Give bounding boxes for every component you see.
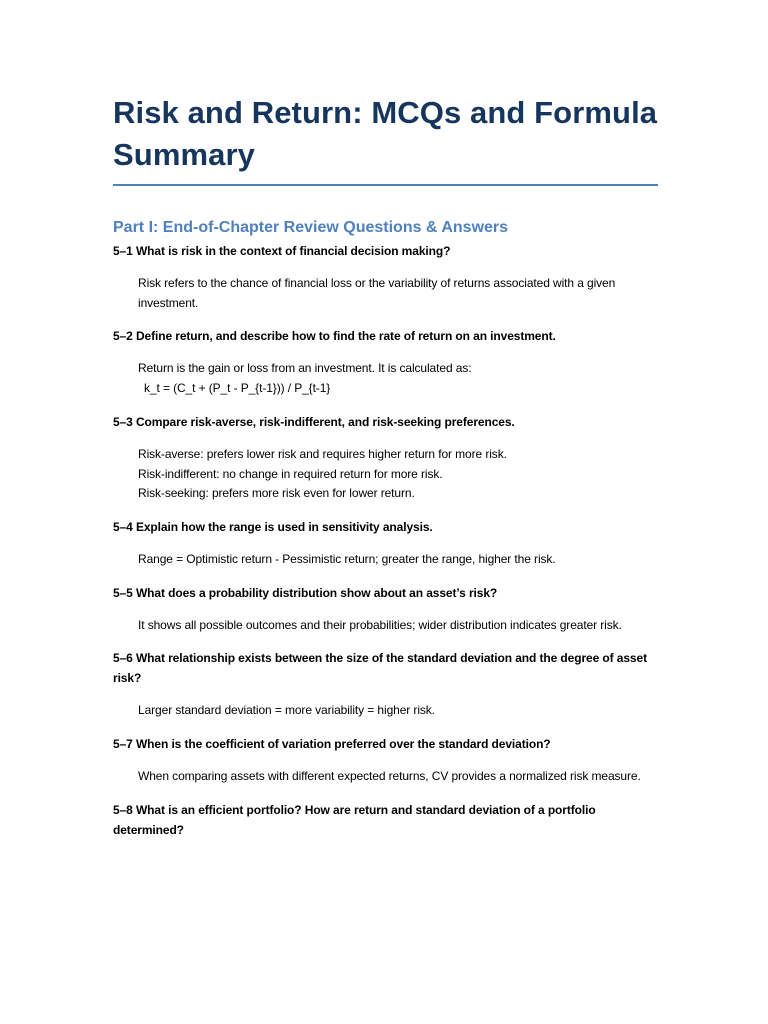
document-page <box>113 92 658 840</box>
question-5-4: 5–4 Explain how the range is used in sensitivity analysis. <box>113 519 433 534</box>
answer-5-1 <box>138 274 658 313</box>
qa-item-5-5 <box>113 583 658 636</box>
answer-5-3 <box>138 445 658 504</box>
qa-item-5-4 <box>113 517 658 570</box>
qa-item-5-8 <box>113 800 658 840</box>
answer-5-6 <box>138 701 658 721</box>
answer-5-7 <box>138 767 658 787</box>
part-1-heading: Part I: End-of-Chapter Review Questions & Answers <box>113 219 509 236</box>
question-5-7: 5–7 When is the coefficient of variation preferred over the standard deviation? <box>113 737 551 752</box>
document-title: Risk and Return: MCQs and Formula Summary <box>113 92 658 186</box>
qa-item-5-6 <box>113 648 658 721</box>
answer-line: It shows all possible outcomes and their probabilities; wider distribution indicates greater risk. <box>138 617 622 632</box>
answer-line: When comparing assets with different expected returns, CV provides a normalized risk measure. <box>138 769 641 784</box>
answer-line: Risk-indifferent: no change in required return for more risk. <box>138 466 443 481</box>
answer-5-4 <box>138 550 658 570</box>
qa-item-5-1 <box>113 241 658 313</box>
answer-line: Return is the gain or loss from an investment. It is calculated as: <box>138 361 472 376</box>
qa-item-5-2 <box>113 326 658 398</box>
answer-5-5 <box>138 616 658 636</box>
answer-5-2 <box>138 359 658 398</box>
answer-line: Larger standard deviation = more variability = higher risk. <box>138 703 435 718</box>
qa-item-5-3 <box>113 412 658 504</box>
return-formula: k_t = (C_t + (P_t - P_{t-1})) / P_{t-1} <box>144 381 331 396</box>
question-5-5: 5–5 What does a probability distribution show about an asset’s risk? <box>113 585 498 600</box>
answer-line: Range = Optimistic return - Pessimistic return; greater the range, higher the risk. <box>138 551 556 566</box>
answer-line: Risk-averse: prefers lower risk and requires higher return for more risk. <box>138 446 507 461</box>
answer-line: Risk-seeking: prefers more risk even for lower return. <box>138 486 415 501</box>
question-5-2: 5–2 Define return, and describe how to find the rate of return on an investment. <box>113 329 556 344</box>
qa-item-5-7 <box>113 734 658 787</box>
answer-line: Risk refers to the chance of financial loss or the variability of returns associated with a given investment. <box>138 276 616 310</box>
question-5-3: 5–3 Compare risk-averse, risk-indifferent, and risk-seeking preferences. <box>113 414 515 429</box>
question-5-1: 5–1 What is risk in the context of financial decision making? <box>113 244 451 258</box>
question-5-8: 5–8 What is an efficient portfolio? How are return and standard deviation of a portfolio determined? <box>113 802 596 837</box>
question-5-6: 5–6 What relationship exists between the size of the standard deviation and the degree of asset risk? <box>113 651 647 686</box>
